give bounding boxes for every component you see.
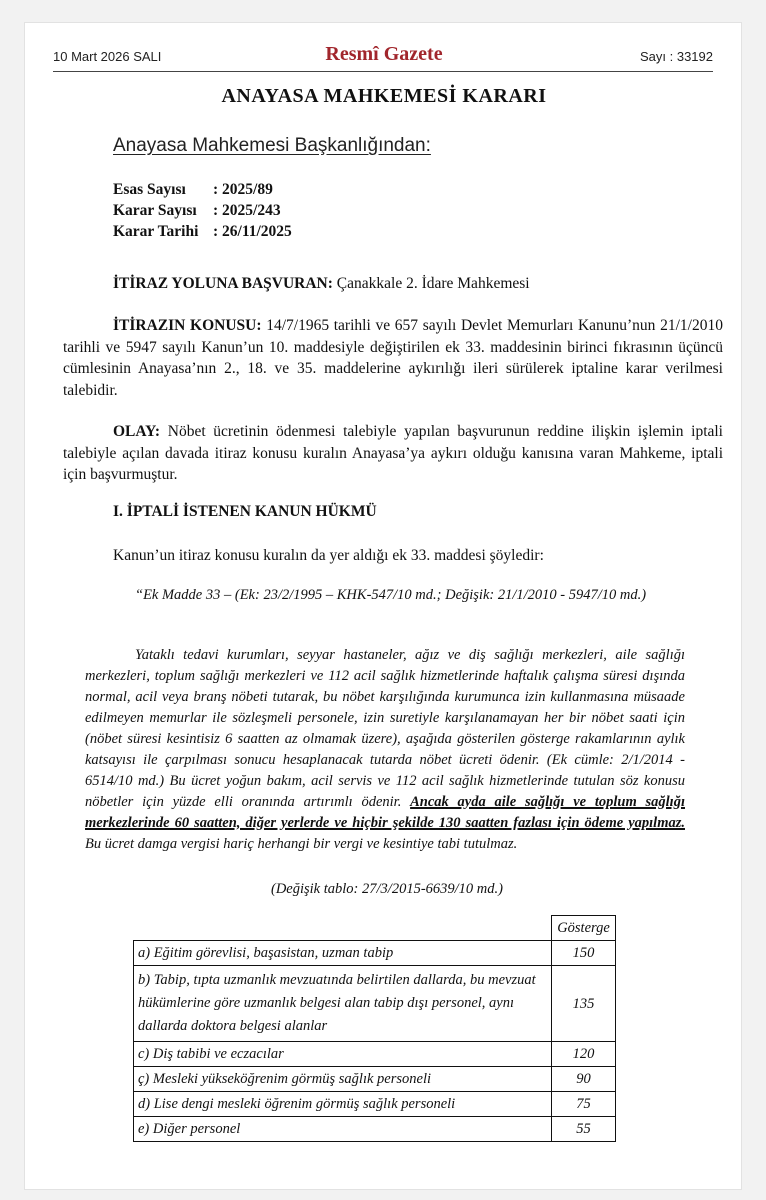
table-header-row — [134, 916, 616, 941]
table-row — [134, 966, 616, 1042]
gazette-title: Resmî Gazete — [325, 43, 443, 65]
subject-label: İTİRAZIN KONUSU: — [113, 317, 262, 334]
authority-line: Anayasa Mahkemesi Başkanlığından: — [113, 135, 431, 156]
table-row-value: 150 — [552, 941, 616, 966]
header-date: 10 Mart 2026 SALI — [53, 49, 162, 64]
quote-body — [85, 645, 685, 855]
header-divider — [53, 71, 713, 72]
table-row-label: d) Lise dengi mesleki öğrenim görmüş sağlık personeli — [134, 1092, 552, 1117]
document-title: ANAYASA MAHKEMESİ KARARI — [221, 85, 547, 107]
table-row-value: 120 — [552, 1042, 616, 1067]
meta-row — [113, 221, 292, 242]
applicant-label: İTİRAZ YOLUNA BAŞVURAN: — [113, 275, 333, 292]
indicator-table — [133, 915, 616, 1142]
event-text: Nöbet ücretinin ödenmesi talebiyle yapılan başvurunun reddine ilişkin işlemin iptali talebiyle açılan davada itiraz konusu kuralın Anayasa’ya aykırı olduğu kanısına varan Mahkeme, iptali için başvurmuştur. — [63, 423, 723, 483]
table-row — [134, 1117, 616, 1142]
table-caption: (Değişik tablo: 27/3/2015-6639/10 md.) — [271, 881, 503, 897]
applicant-text: Çanakkale 2. İdare Mahkemesi — [332, 275, 530, 292]
meta-value: : 26/11/2025 — [213, 223, 292, 240]
table-row-label: ç) Mesleki yükseköğrenim görmüş sağlık personeli — [134, 1067, 552, 1092]
table-row-value: 75 — [552, 1092, 616, 1117]
applicant-paragraph — [63, 273, 766, 295]
quote-heading: “Ek Madde 33 – (Ek: 23/2/1995 – KHK-547/10 md.; Değişik: 21/1/2010 - 5947/10 md.) — [135, 587, 647, 603]
table-row-label: b) Tabip, tıpta uzmanlık mevzuatında belirtilen dallarda, bu mevzuat hükümlerine göre uzmanlık belgesi alan tabip dışı personel, aynı dallarda doktora belgesi alanlar — [134, 966, 552, 1042]
table-row-label: c) Diş tabibi ve eczacılar — [134, 1042, 552, 1067]
subject-text: 14/7/1965 tarihli ve 657 sayılı Devlet Memurları Kanunu’nun 21/1/2010 tarihli ve 5947 sayılı Kanun’un 10. maddesiyle değiştirilen ek 33. maddesinin birinci fıkrasının üçüncü cümlesinin Anayasa’nın 2., 18. ve 35. maddelerine aykırılığı ileri sürülerek iptaline karar verilmesi talebidir. — [63, 317, 723, 399]
meta-row — [113, 179, 292, 200]
table-row-value: 55 — [552, 1117, 616, 1142]
table-row-label: a) Eğitim görevlisi, başasistan, uzman tabip — [134, 941, 552, 966]
meta-value: : 2025/89 — [213, 181, 273, 198]
table-header-indicator: Gösterge — [552, 916, 616, 941]
quote-text-1: Yataklı tedavi kurumları, seyyar hastaneler, ağız ve diş sağlığı merkezleri, aile sağlığı merkezleri, toplum sağlığı merkezleri ve 112 acil sağlık hizmetlerinde haftalık çalışma süresi dışında normal, acil veya branş nöbeti tutarak, bu nöbet karşılığında kurumunca izin kullanmasına müsaade edilmeyen memurlar ile sözleşmeli personele, izin suretiyle karşılanamayan her bir nöbet saati için (nöbet süresi kesintisiz 6 saatten az olmamak üzere), aşağıda gösterilen gösterge rakamlarının aylık katsayısı ile çarpılması sonucu hesaplanacak tutarda nöbet ücreti ödenir. (Ek cümle: 2/1/2014 - 6514/10 md.) Bu ücret yoğun bakım, acil servis ve 112 acil sağlık hizmetlerinde tutulan söz konusu nöbetler için yüzde elli oranında artırımlı ödenir. — [85, 647, 685, 810]
meta-key: Karar Tarihi — [113, 223, 199, 240]
table-row — [134, 941, 616, 966]
table-corner-cell — [134, 916, 552, 941]
table-row-label: e) Diğer personel — [134, 1117, 552, 1142]
event-label: OLAY: — [113, 423, 161, 440]
table-row-value: 90 — [552, 1067, 616, 1092]
table-row-value: 135 — [552, 966, 616, 1042]
intro-paragraph: Kanun’un itiraz konusu kuralın da yer aldığı ek 33. maddesi şöyledir: — [113, 547, 544, 564]
table-row — [134, 1042, 616, 1067]
case-metadata — [113, 179, 292, 242]
table-row — [134, 1067, 616, 1092]
meta-value: : 2025/243 — [213, 202, 281, 219]
subject-paragraph — [63, 315, 723, 401]
section-heading: I. İPTALİ İSTENEN KANUN HÜKMÜ — [113, 503, 377, 520]
event-paragraph — [63, 421, 723, 486]
table-row — [134, 1092, 616, 1117]
quote-underlined-sentence: Ancak ayda aile sağlığı ve toplum sağlığı merkezlerinde 60 saatten, diğer yerlerde ve hiçbir şekilde 130 saatten fazlası için ödeme yapılmaz. — [85, 794, 685, 831]
gazette-page — [24, 22, 742, 1190]
issue-number: Sayı : 33192 — [640, 49, 713, 64]
meta-key: Karar Sayısı — [113, 202, 197, 219]
meta-row — [113, 200, 292, 221]
meta-key: Esas Sayısı — [113, 181, 186, 198]
quote-text-2: Bu ücret damga vergisi hariç herhangi bir vergi ve kesintiye tabi tutulmaz. — [85, 836, 518, 852]
